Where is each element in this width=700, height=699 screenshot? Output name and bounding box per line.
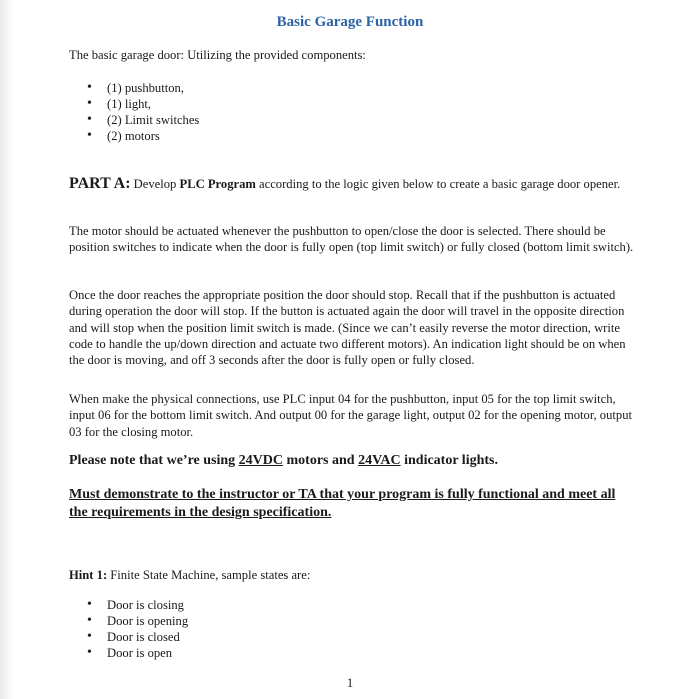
part-a-label: PART	[69, 175, 114, 192]
list-item: • Door is closing	[87, 597, 188, 613]
intro-text: The basic garage door: Utilizing the provided components:	[69, 48, 366, 62]
note-text-1: Please note that we’re using	[69, 453, 239, 468]
note-text-2: motors and	[283, 453, 359, 468]
part-a-program: PLC Program	[179, 177, 256, 191]
note-dc: 24VDC	[238, 453, 284, 468]
document-title: Basic Garage Function	[276, 14, 424, 30]
part-a-text-2: according to the logic given below to create a basic garage door opener.	[255, 177, 621, 191]
list-item: • (1) light,	[87, 96, 199, 112]
list-item: • Door is opening	[87, 613, 188, 629]
list-item: • (1) pushbutton,	[87, 80, 199, 96]
note-ac: 24VAC	[358, 453, 401, 468]
hint-text: Finite State Machine, sample states are:	[107, 568, 311, 582]
paragraph-connections: When make the physical connections, use PLC input 04 for the pushbutton, input 05 for the top limit switch, input 06 for the bottom limit switch. And output 00 for the garage light, output 02 for the opening motor, output 03 for the closing motor.	[69, 392, 632, 439]
list-item: • (2) motors	[87, 128, 199, 144]
states-list	[87, 597, 188, 661]
list-item: • (2) Limit switches	[87, 112, 199, 128]
hint-line	[69, 567, 635, 583]
page-edge-shadow	[0, 0, 14, 699]
hint-label: Hint 1:	[69, 568, 108, 582]
part-a-letter: A:	[113, 175, 131, 192]
note-voltage	[69, 452, 635, 470]
paragraph-motor: The motor should be actuated whenever the pushbutton to open/close the door is selected. There should be position switches to indicate when the door is fully open (top limit switch) or fully closed (bottom limit switch).	[69, 224, 634, 255]
part-a-text-1: Develop	[130, 177, 180, 191]
components-list	[87, 80, 199, 144]
paragraph-door-stop: Once the door reaches the appropriate position the door should stop. Recall that if the pushbutton is actuated during operation the door will stop. If the button is actuated again the door will travel in the opposite direction and will stop when the position limit switch is made. (Since we can’t easily reverse the motor direction, write code to handle the up/down direction and actuate two different motors). An indication light should be on when the door is moving, and off 3 seconds after the door is fully open or fully closed.	[69, 288, 626, 368]
part-a-heading	[69, 174, 635, 195]
must-demonstrate: Must demonstrate to the instructor or TA that your program is fully functional and meet all the requirements in the design specification.	[69, 487, 616, 521]
page-number: 1	[346, 676, 354, 690]
list-item: • Door is closed	[87, 629, 188, 645]
note-text-3: indicator lights.	[400, 453, 498, 468]
list-item: • Door is open	[87, 645, 188, 661]
